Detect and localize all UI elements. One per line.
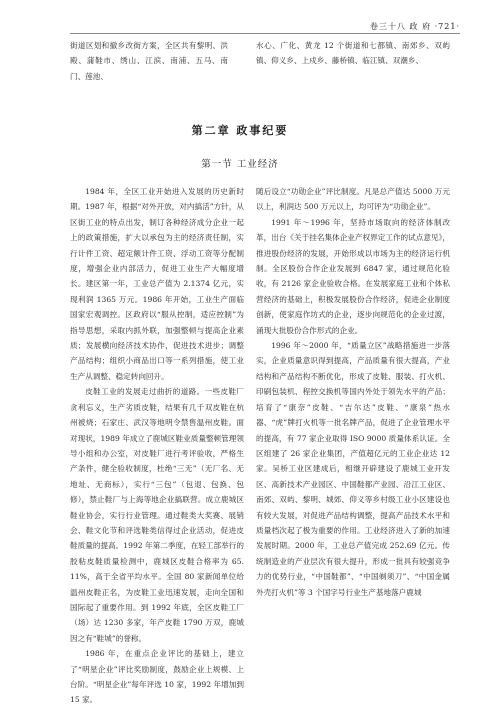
top-left-column (70, 38, 228, 84)
chapter-title: 第二章 政事纪要 (191, 124, 289, 137)
body-left-column (70, 184, 244, 708)
paragraph: 水心、广化、黄龙 12 个街道和七都镇、南郊乡、双屿镇、仰义乡、上戍乡、藤桥镇、临江镇、双潮乡、 (256, 41, 450, 66)
top-right-column (256, 38, 450, 69)
paragraph: 1984 年，全区工业开始进入发展的历史新时期。1987 年，根据“对外开放，对内搞活”方针，从区街工业的特点出发，制订各种经济成分企业一起上的政策措施，扩大以承包为主的经济责任制，实行计件工资、超定额计件工资、浮动工资等分配制度，增强企业内部活力，促进工业生产大幅度增长。建区第一年，工业总产值为 2.1374 亿元，实现利润 1365 万元。1986 年开始，工业生产面临国家宏观调控。区政府以“服从控制，适应控制”为指导思想，采取内抓外联，加强整顿与提高企业素质；发展横向经济技术协作，促进技术进步；调整产品结构；组织小商品出口等一系列措施，使工业生产从调整、稳定转向回升。 (70, 187, 244, 381)
paragraph: 1991 年～1996 年，坚持市场取向的经济体制改革，出台《关于挂名集体企业产权界定工作的试点意见》，推进股份经济的发展，开始形成以市场为主的经济运行机制。全区股份合作企业发展到 6847 家，通过规范化验收，有 2126 家企业验收合格。在发展家庭工业和个体私营经济的基础上，积极发展股份合作经济，促进企业制度创新，使家庭作坊式的企业，逐步向规范化的企业过渡，涌现大批股份合作形式的企业。 (256, 217, 450, 335)
section-title: 第一节 工业经济 (201, 159, 279, 170)
paragraph: 街道区划和撤乡改街方案，全区共有黎明、洪殿、蒲鞋市、绣山、江滨、南浦、五马、南门、莲池、 (70, 41, 228, 81)
paragraph: 1996 年～2000 年，“质量立区”战略措施进一步落实，企业质量意识得到提高，产品质量有很大提高，产业结构和产品结构不断优化，形成了皮鞋、服装、打火机、印刷包装机、程控交换机等国内外处于领先水平的产品；培育了“康奈”皮鞋、“吉尔达”皮鞋、“康泉”热水器、“虎”牌打火机等一批名牌产品，促进了企业管理水平的提高，有 77 家企业取得 ISO 9000 质量体系认证。全区组建了 26 家企业集团，产值超亿元的工业企业达 12 家。吴桥工业区建成后，相继开辟建设了鹿城工业开发区、高新技术产业园区、中国鞋都产业园、沿江工业区、南郊、双屿、黎明、城郊、仰义等乡村级工业小区建设也有较大发展，对促进产品结构调整，提高产品技术水平和质量档次起了极为重要的作用。工业经济进入了新的加速发展时期。2000 年，工业总产值完成 252.69 亿元。传统制造业的产业层次有很大提升，形成一批具有较强竞争力的优势行业，“中国鞋都”、“中国剃须刀”、“中国金属外壳打火机”等 3 个国字号行业生产基地落户鹿城 (256, 341, 450, 597)
paragraph: 1986 年，在重点企业评比的基础上，建立了“明星企业”评比奖励制度，鼓励企业上规模、上台阶。“明星企业”每年评选 10 家，1992 年增加到 15 家。 (70, 649, 244, 705)
paragraph: 随后设立“功勋企业”评比制度。凡是总产值达 5000 万元以上，利润达 500 万元以上，均可评为“功勋企业”。 (256, 187, 450, 212)
body-right-column (256, 184, 450, 600)
header-rule (70, 33, 460, 34)
paragraph: 皮鞋工业的发展走过曲折的道路。一些皮鞋厂贪利忘义，生产劣质皮鞋，结果有几千双皮鞋在杭州被烧；石家庄、武汉等地明令禁售温州皮鞋。面对现状，1989 年成立了鹿城区鞋业质量整顿管理领导小组和办公室，对皮鞋厂进行考评验收，严格生产条件，健全验收制度，杜绝“三无”（无厂名、无地址、无商标），实行“三包”（包退、包换、包修），禁止鞋厂与上海等地企业搞联营。成立鹿城区鞋业协会，实行行业管理。通过鞋类大奖赛、展销会、鞋文化节和评选鞋类信得过企业活动，促进皮鞋质量的提高。1992 年第二季度，在轻工部举行的胶粘皮鞋质量检测中，鹿城区皮鞋合格率为 65. 11%，高于全省平均水平。全国 80 家新闻单位给温州皮鞋正名，为皮鞋工业迅速发展，走向全国和国际起了重要作用。到 1992 年底，全区皮鞋工厂（场）达 1230 多家，年产皮鞋 1790 万双，鹿城因之有“鞋城”的誉称。 (70, 387, 244, 643)
running-header: 卷三十八 政 府 ·721· (370, 22, 460, 31)
